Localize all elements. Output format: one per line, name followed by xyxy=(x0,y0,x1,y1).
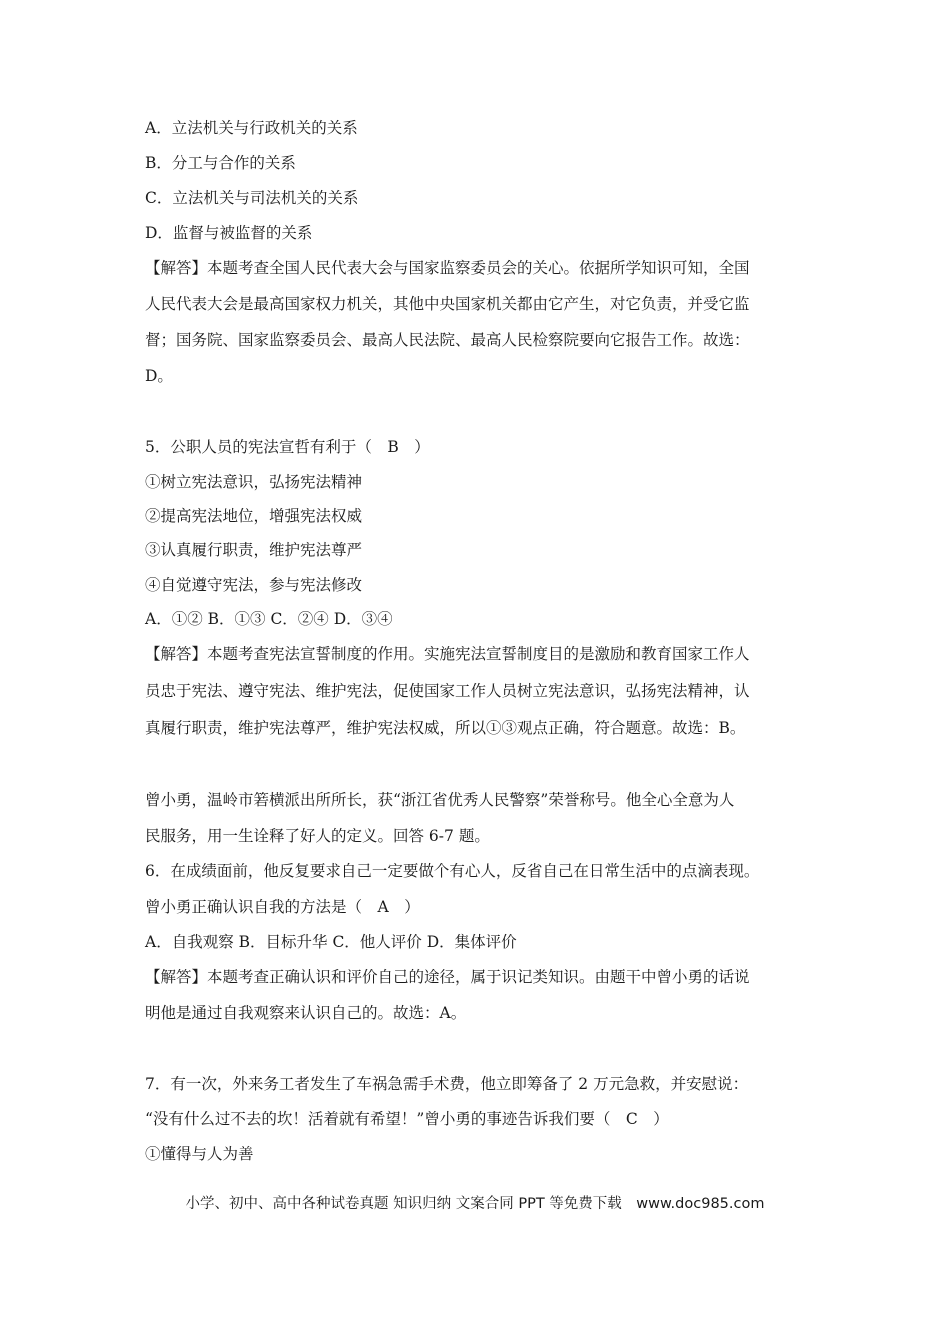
q4-option-c: C．立法机关与司法机关的关系 xyxy=(145,189,359,207)
q4-answer-line: 【解答】本题考查全国人民代表大会与国家监察委员会的关心。依据所学知识可知，全国 xyxy=(145,259,750,277)
q6-stem-line: 6．在成绩面前，他反复要求自己一定要做个有心人，反省自己在日常生活中的点滴表现。 xyxy=(145,862,760,880)
intro-line: 民服务，用一生诠释了好人的定义。回答 6-7 题。 xyxy=(145,827,490,845)
q6-options: A．自我观察 B．目标升华 C．他人评价 D．集体评价 xyxy=(145,933,517,951)
q5-answer-line: 真履行职责，维护宪法尊严，维护宪法权威，所以①③观点正确，符合题意。故选：B。 xyxy=(145,719,746,737)
q4-answer-line: 人民代表大会是最高国家权力机关，其他中央国家机关都由它产生，对它负责，并受它监 xyxy=(145,295,750,313)
q5-answer-line: 【解答】本题考查宪法宣誓制度的作用。实施宪法宣誓制度目的是激励和教育国家工作人 xyxy=(145,645,750,663)
q4-option-d: D．监督与被监督的关系 xyxy=(145,224,313,242)
q6-answer-line: 【解答】本题考查正确认识和评价自己的途径，属于识记类知识。由题干中曾小勇的话说 xyxy=(145,968,750,986)
q4-answer-line: D。 xyxy=(145,367,173,385)
q7-stem-line: “没有什么过不去的坎！活着就有希望！”曾小勇的事迹告诉我们要（ C ） xyxy=(145,1110,669,1128)
q4-answer-line: 督；国务院、国家监察委员会、最高人民法院、最高人民检察院要向它报告工作。故选： xyxy=(145,331,750,349)
q7-item-1: ①懂得与人为善 xyxy=(145,1145,254,1163)
page-footer: 小学、初中、高中各种试卷真题 知识归纳 文案合同 PPT 等免费下载 www.doc985.com xyxy=(185,1196,765,1212)
q7-stem-line: 7．有一次，外来务工者发生了车祸急需手术费，他立即筹备了 2 万元急救，并安慰说： xyxy=(145,1075,749,1093)
q4-option-a: A．立法机关与行政机关的关系 xyxy=(145,119,358,137)
q5-item-2: ②提高宪法地位，增强宪法权威 xyxy=(145,507,363,525)
q5-item-3: ③认真履行职责，维护宪法尊严 xyxy=(145,541,363,559)
q6-stem-line: 曾小勇正确认识自我的方法是（ A ） xyxy=(145,898,420,916)
q5-stem: 5．公职人员的宪法宣哲有利于（ B ） xyxy=(145,438,430,456)
q5-answer-line: 员忠于宪法、遵守宪法、维护宪法，促使国家工作人员树立宪法意识，弘扬宪法精神，认 xyxy=(145,682,750,700)
q5-item-1: ①树立宪法意识，弘扬宪法精神 xyxy=(145,473,363,491)
q5-options: A．①② B．①③ C．②④ D．③④ xyxy=(145,610,393,628)
q4-option-b: B．分工与合作的关系 xyxy=(145,154,296,172)
q5-item-4: ④自觉遵守宪法，参与宪法修改 xyxy=(145,576,363,594)
q6-answer-line: 明他是通过自我观察来认识自己的。故选：A。 xyxy=(145,1004,467,1022)
intro-line: 曾小勇，温岭市箬横派出所所长，获“浙江省优秀人民警察”荣誉称号。他全心全意为人 xyxy=(145,791,735,809)
